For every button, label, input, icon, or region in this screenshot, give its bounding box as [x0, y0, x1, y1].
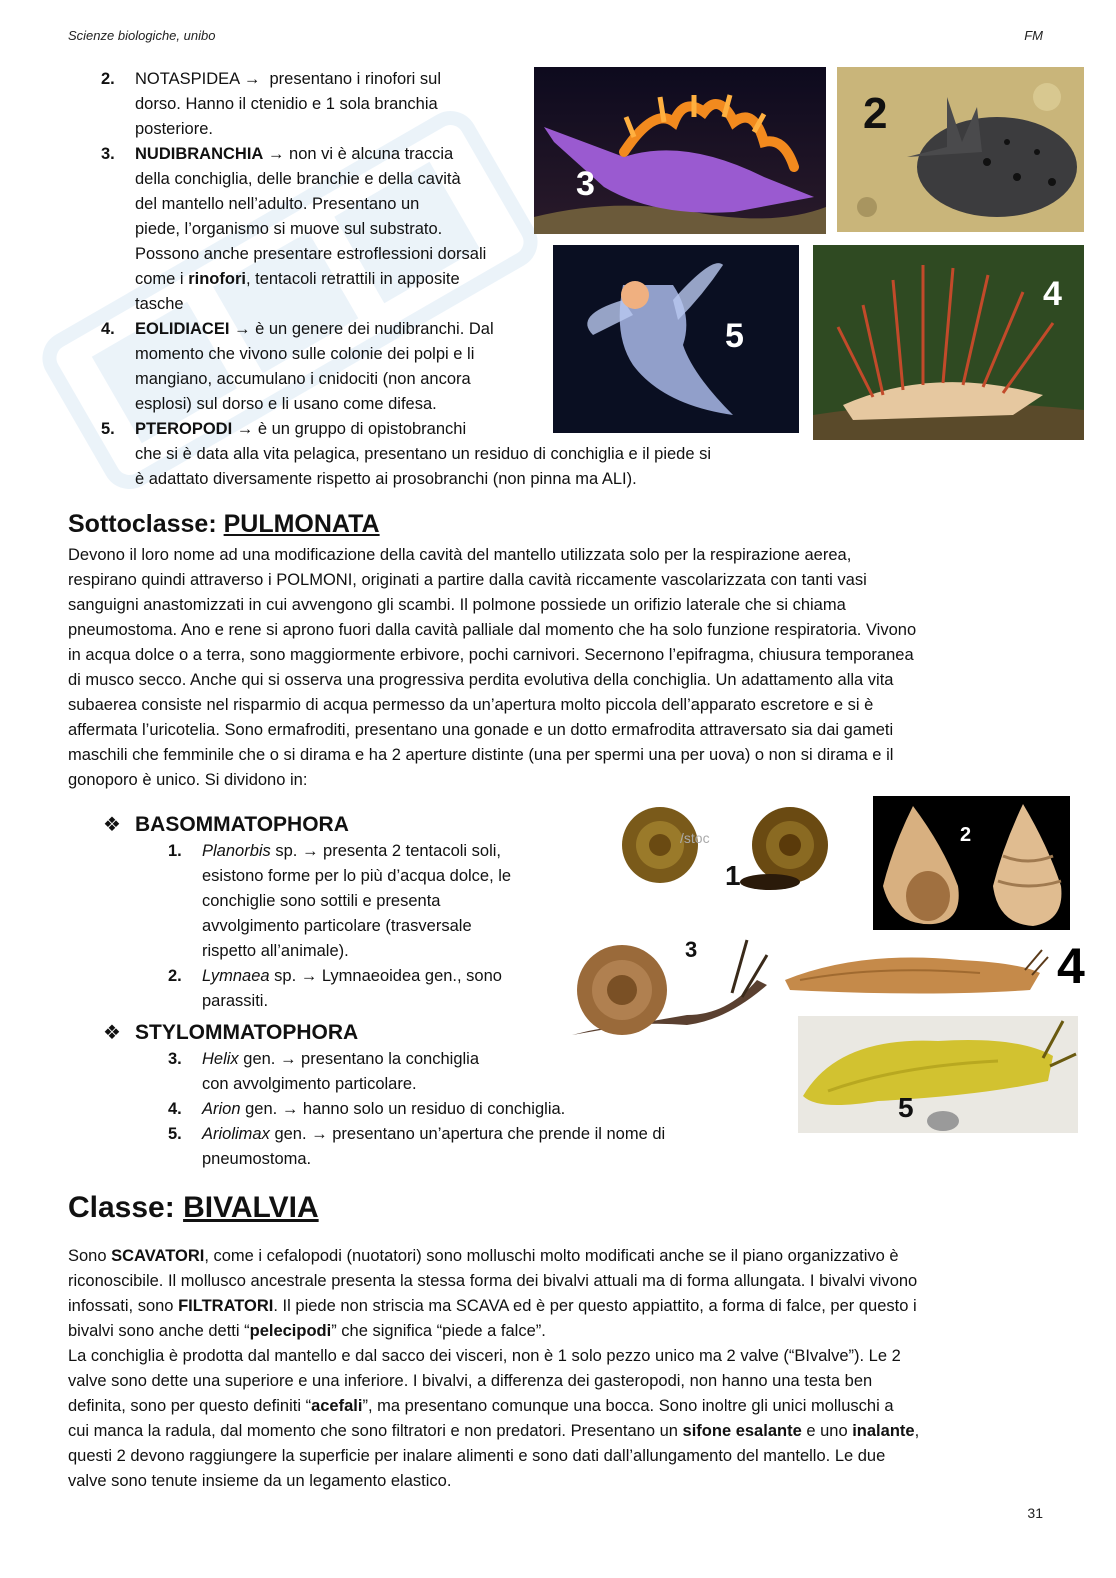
page-number: 31 [1027, 1505, 1043, 1521]
group-heading: ❖ BASOMMATOPHORA [103, 813, 349, 836]
photo-notaspidea [837, 67, 1084, 232]
photo-lymnaea [873, 796, 1070, 930]
photo-label: 4 [1043, 275, 1062, 313]
group-basommatophora [103, 811, 573, 1014]
photo-arion [780, 935, 1095, 1000]
photo-label: 5 [725, 317, 744, 355]
pulmonata-paragraph: Devono il loro nome ad una modificazione della cavità del mantello utilizzata solo per la respirazione aerea, respirano quindi attraverso i POLMONI, originati a partire dalla cavità riccamente vascolarizzata con tanti vasi sanguigni anastomizzati in cui avvengono gli scambi. Il polmone possiede un orifizio laterale che si chiama pneumostoma. Ano e rene si aprono fuori dalla cavità palliale dal momento che ha solo funzione respiratoria. Vivono in acqua dolce o a terra, sono maggiormente erbivore, pochi carnivori. Secernono l’epifragma, chiusura temporanea di musco secco. Anche qui si osserva una progressiva perdita evolutiva della conchiglia. Un adattamento alla vita subaerea consiste nel risparmio di acqua permesso da un’apertura molto piccola dell’apparato escretore e si è affermata l’uricotelia. Sono ermafroditi, presentano una gonade e un dotto ermafrodita attraversato sia dai gameti maschili che femminile che o si dirama e ha 2 aperture distinte (una per spermi una per uova) o non si dirama e il gonoporo è unico. Si dividono in: [68, 546, 917, 789]
photo-pteropod [553, 245, 799, 433]
list-item: 5. PTEROPODI → è un gruppo di opistobranchi che si è data alla vita pelagica, presentano un residuo di conchiglia e il piede si è adattato diversamente rispetto ai prosobranchi (non pinna ma ALI). [101, 420, 712, 488]
photo-nudibranch-purple [534, 67, 826, 234]
photo-label: 1 [725, 860, 741, 891]
list-item: 1. Planorbis sp. → presenta 2 tentacoli soli, esistono forme per lo più d’acqua dolce, le conchiglie sono sottili e presenta avvolgimento particolare (trasversale rispetto all’animale). [168, 842, 512, 960]
section-heading-pulmonata: Sottoclasse: PULMONATA [68, 510, 380, 538]
list-item: 3. Helix gen. → presentano la conchiglia con avvolgimento particolare. [168, 1050, 480, 1093]
bivalvia-paragraph: Sono SCAVATORI, come i cefalopodi (nuotatori) sono molluschi molto modificati anche se il piano organizzativo è riconoscibile. Il mollusco ancestrale presenta la stessa forma dei bivalvi attuali ma di forma allungata. I bivalvi vivono infossati, sono FILTRATORI. Il piede non striscia ma SCAVA ed è per questo appiattito, a forma di falce, per questo i bivalvi sono anche detti “pelecipodi” che significa “piede a falce”. La conchiglia è prodotta dal mantello e dal sacco dei visceri, non è 1 solo pezzo unico ma 2 valve (“BIvalve”). Le 2 valve sono dette una superiore e una inferiore. I bivalvi, a differenza dei gasteropodi, non hanno una testa ben definita, sono per questo definiti “acefali”, ma presentano comunque una bocca. Sono inoltre gli unici molluschi a cui manca la radula, dal momento che sono filtratori e non predatori. Presentano un sifone esalante e uno inalante, questi 2 devono raggiungere la superficie per inalare alimenti e sono dati dall’allungamento del mantello. Le due valve sono tenute insieme da un legamento elastico. [68, 1247, 920, 1490]
photo-label: 2 [863, 89, 888, 138]
header-author: FM [1024, 28, 1043, 43]
photo-planorbis [610, 800, 850, 900]
opisto-list [101, 67, 541, 417]
photo-eolidiacei [813, 245, 1084, 440]
photo-label: 5 [898, 1092, 914, 1123]
section-heading-bivalvia: Classe: BIVALVIA [68, 1191, 319, 1224]
photo-label: 2 [960, 824, 972, 846]
photo-helix [567, 925, 772, 1050]
list-item: 2. Lymnaea sp. → Lymnaeoidea gen., sono parassiti. [168, 967, 502, 1010]
list-item: 4. EOLIDIACEI → è un genere dei nudibranchi. Dal momento che vivono sulle colonie dei polpi e li mangiano, accumulano i cnidociti (non ancora esplosi) sul dorso e li usano come difesa. [101, 320, 494, 413]
header-course: Scienze biologiche, unibo [68, 28, 216, 43]
photo-label: 3 [685, 937, 698, 962]
photo-label: 3 [576, 165, 595, 203]
list-item: 3. NUDIBRANCHIA → non vi è alcuna traccia della conchiglia, delle branchie e della cavità del mantello nell’adulto. Presentano un piede, l’organismo si muove sul substrato. Possono anche presentare estroflessioni dorsali come i rinofori, tentacoli retrattili in apposite tasche [101, 145, 487, 313]
photo-ariolimax [798, 1016, 1078, 1133]
list-item: 2. NOTASPIDEA → presentano i rinofori sul dorso. Hanno il ctenidio e 1 sola branchia posteriore. [101, 70, 442, 138]
list-item: 5. Ariolimax gen. → presentano un’apertura che prende il nome di pneumostoma. [168, 1125, 666, 1168]
photo-label: 4 [1057, 938, 1085, 994]
group-heading: ❖ STYLOMMATOPHORA [103, 1021, 359, 1044]
stock-watermark-text: /stoc [680, 830, 710, 846]
list-item: 4. Arion gen. → hanno solo un residuo di conchiglia. [168, 1100, 566, 1118]
